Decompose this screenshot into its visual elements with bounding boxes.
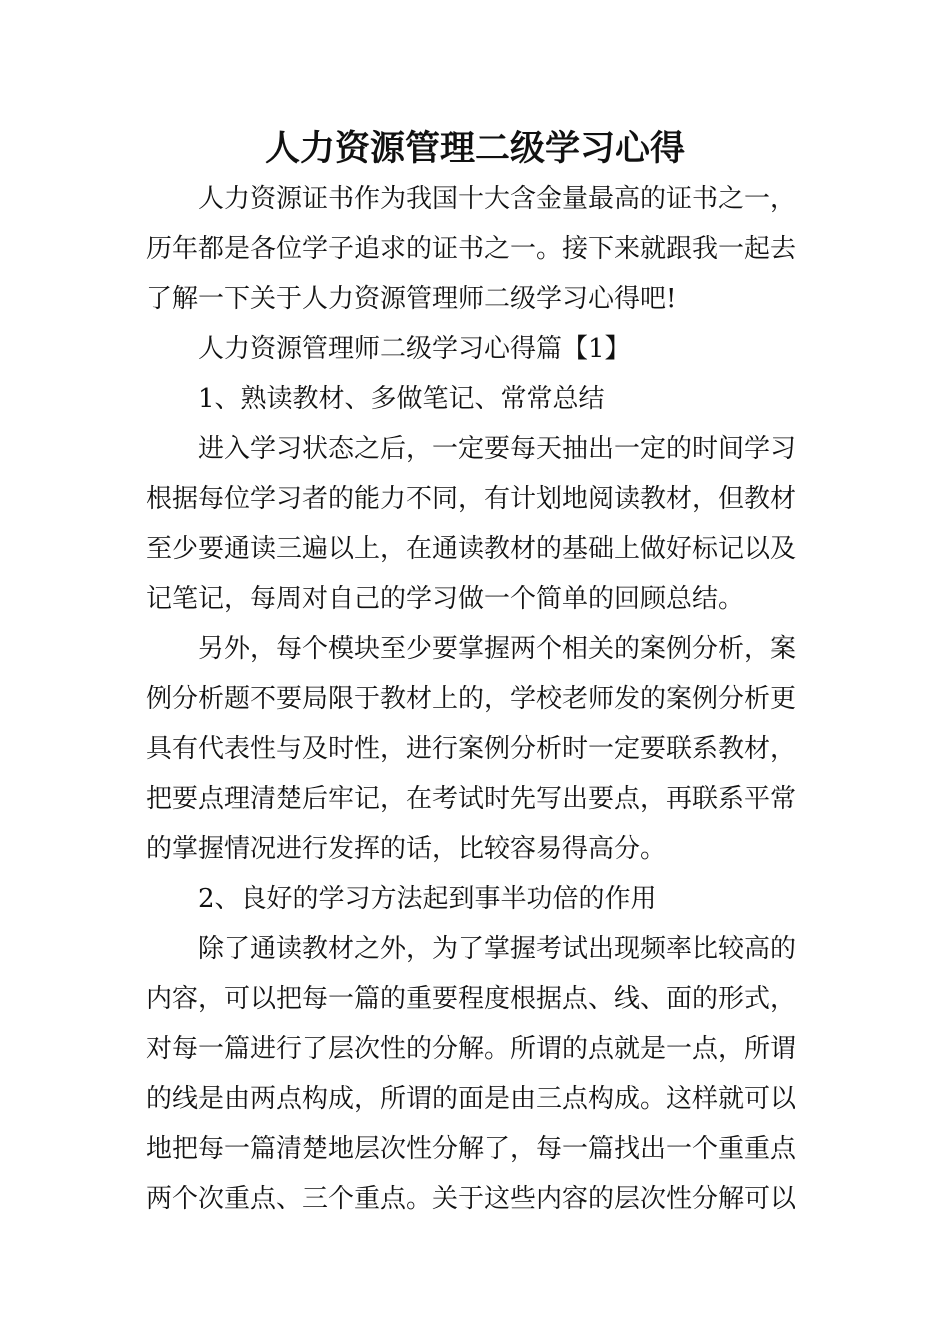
text-line: 例分析题不要局限于教材上的，学校老师发的案例分析更 (146, 684, 797, 714)
text-line: 内容，可以把每一篇的重要程度根据点、线、面的形式， (146, 984, 797, 1014)
text-line: 2、良好的学习方法起到事半功倍的作用 (198, 884, 657, 914)
paragraph-study-plan (146, 424, 810, 624)
subsection-heading-2 (146, 874, 810, 924)
paragraph-method (146, 924, 810, 1224)
text-line: 另外，每个模块至少要掌握两个相关的案例分析，案 (198, 634, 797, 664)
text-line: 至少要通读三遍以上，在通读教材的基础上做好标记以及 (146, 534, 797, 564)
document-title: 人力资源管理二级学习心得 (264, 128, 685, 169)
text-line: 根据每位学习者的能力不同，有计划地阅读教材，但教材 (146, 484, 797, 514)
subsection-heading-1 (146, 374, 810, 424)
text-line: 具有代表性与及时性，进行案例分析时一定要联系教材， (146, 734, 797, 764)
text-line: 的掌握情况进行发挥的话，比较容易得高分。 (146, 834, 667, 864)
text-line: 了解一下关于人力资源管理师二级学习心得吧! (146, 284, 677, 314)
text-line: 的线是由两点构成，所谓的面是由三点构成。这样就可以 (146, 1084, 797, 1114)
text-line: 地把每一篇清楚地层次性分解了，每一篇找出一个重重点 (146, 1134, 797, 1164)
document-body (146, 174, 810, 1224)
paragraph-case-analysis (146, 624, 810, 874)
text-line: 两个次重点、三个重点。关于这些内容的层次性分解可以 (146, 1184, 797, 1214)
paragraph-intro (146, 174, 810, 324)
text-line: 除了通读教材之外，为了掌握考试出现频率比较高的 (198, 934, 797, 964)
text-line: 记笔记，每周对自己的学习做一个简单的回顾总结。 (146, 584, 745, 614)
text-line: 历年都是各位学子追求的证书之一。接下来就跟我一起去 (146, 234, 797, 264)
text-line: 人力资源证书作为我国十大含金量最高的证书之一， (198, 184, 797, 214)
text-line: 进入学习状态之后，一定要每天抽出一定的时间学习 (198, 434, 797, 464)
text-line: 把要点理清楚后牢记，在考试时先写出要点，再联系平常 (146, 784, 797, 814)
section-heading (146, 324, 810, 374)
text-line: 人力资源管理师二级学习心得篇【1】 (198, 334, 631, 364)
text-line: 1、熟读教材、多做笔记、常常总结 (198, 384, 605, 414)
text-line: 对每一篇进行了层次性的分解。所谓的点就是一点，所谓 (146, 1034, 797, 1064)
